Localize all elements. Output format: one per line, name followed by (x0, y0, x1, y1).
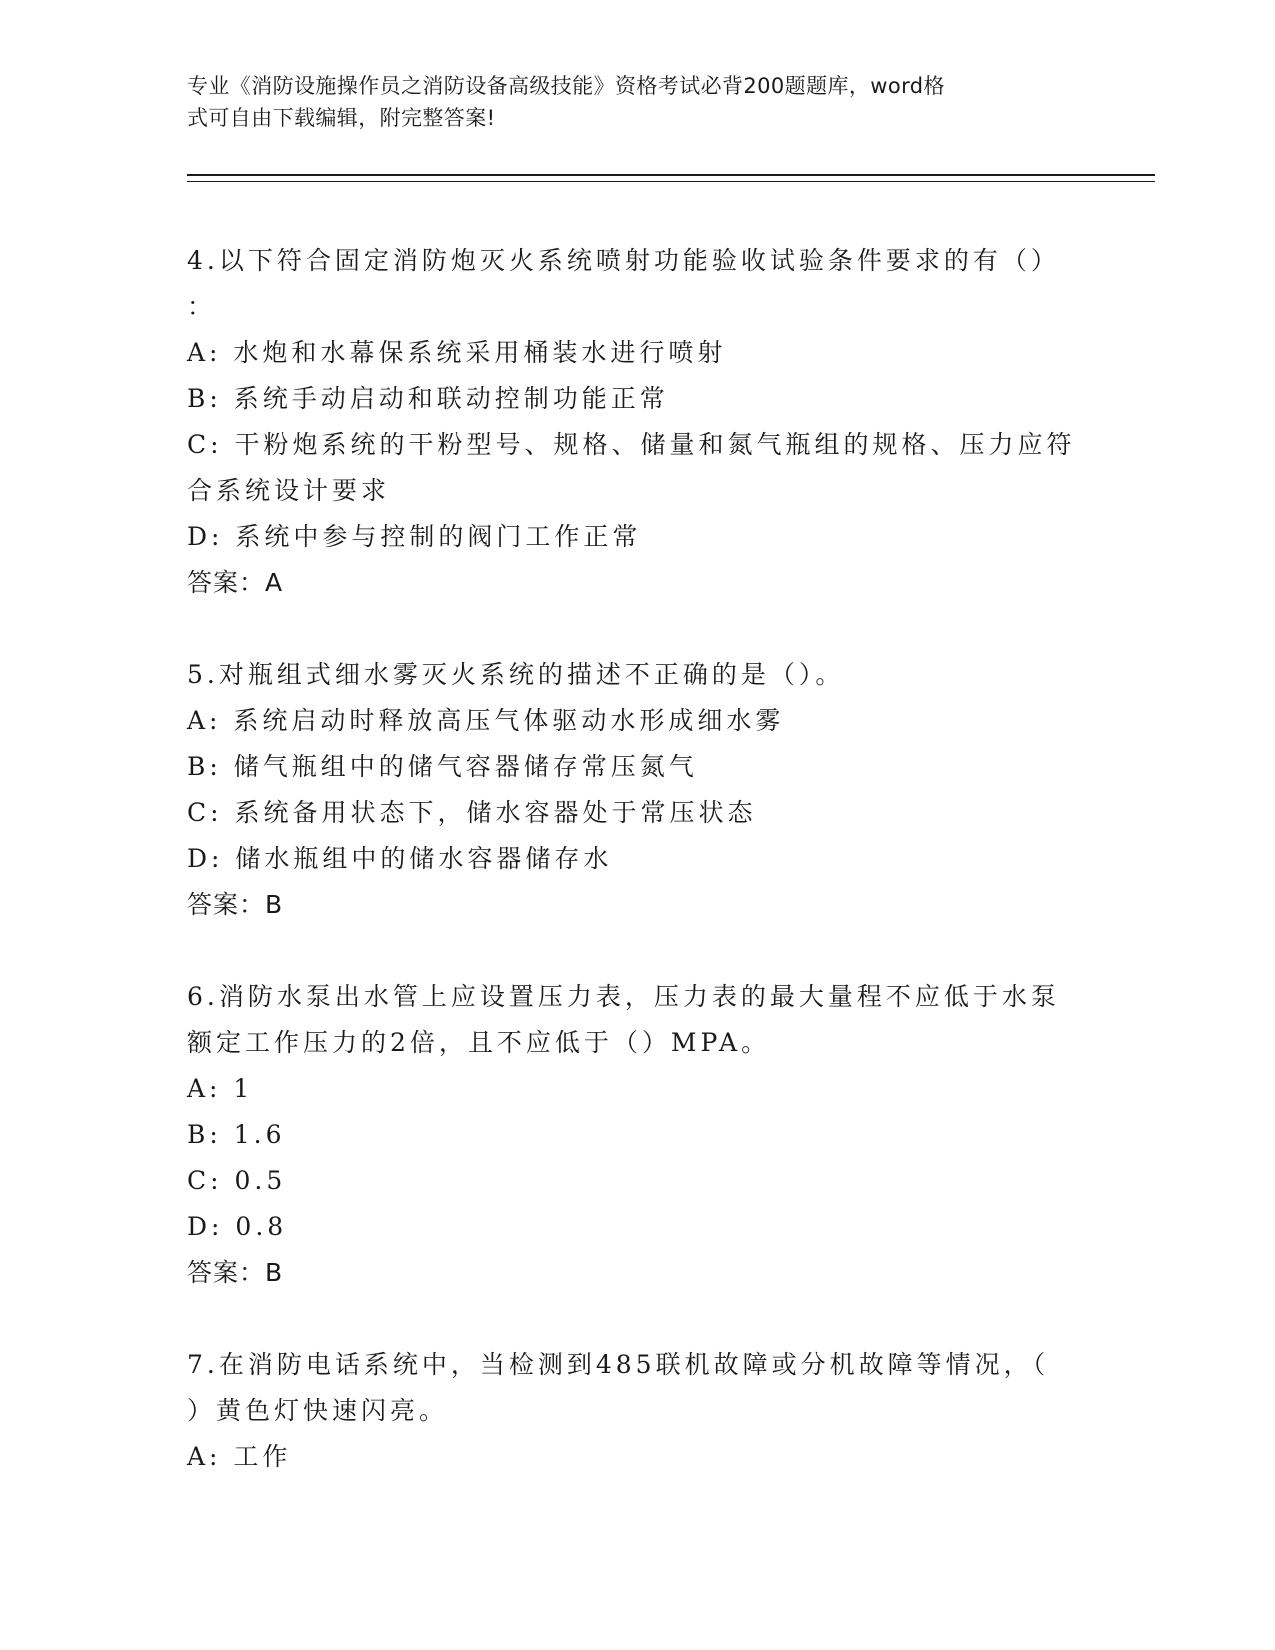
option-d: D: 系统中参与控制的阀门工作正常 (187, 522, 642, 551)
header-divider (187, 174, 1155, 182)
option-b: B: 1.6 (187, 1120, 286, 1149)
question-4 (187, 238, 1087, 606)
question-7 (187, 1342, 1087, 1480)
option-a: A: 系统启动时释放高压气体驱动水形成细水雾 (187, 706, 785, 735)
option-a: A: 水炮和水幕保系统采用桶装水进行喷射 (187, 338, 727, 367)
question-6 (187, 974, 1087, 1296)
question-stem-continued: ： (187, 292, 217, 321)
document-header (187, 70, 1077, 134)
document-page (187, 70, 1087, 1471)
option-b: B: 储气瓶组中的储气容器储存常压氮气 (187, 752, 698, 781)
option-c-continued: 合系统设计要求 (187, 476, 391, 505)
option-c: C: 系统备用状态下，储水容器处于常压状态 (187, 798, 757, 827)
option-c: C: 干粉炮系统的干粉型号、规格、储量和氮气瓶组的规格、压力应符 (187, 430, 1076, 459)
option-b: B: 系统手动启动和联动控制功能正常 (187, 384, 669, 413)
option-c: C: 0.5 (187, 1166, 287, 1195)
answer: 答案：B (187, 890, 284, 919)
question-stem: 7.在消防电话系统中，当检测到485联机故障或分机故障等情况，（ (187, 1350, 1050, 1379)
header-line-1: 专业《消防设施操作员之消防设备高级技能》资格考试必背200题题库，word格 (187, 74, 945, 98)
question-5 (187, 652, 1087, 928)
option-d: D: 0.8 (187, 1212, 288, 1241)
answer: 答案：A (187, 568, 284, 597)
question-stem-continued: 额定工作压力的2倍，且不应低于（）MPA。 (187, 1028, 771, 1057)
option-a: A: 1 (187, 1074, 254, 1103)
question-list (187, 238, 1087, 1526)
option-d: D: 储水瓶组中的储水容器储存水 (187, 844, 613, 873)
header-line-2: 式可自由下载编辑，附完整答案! (187, 106, 496, 130)
option-a: A: 工作 (187, 1442, 292, 1471)
question-stem-continued: ）黄色灯快速闪亮。 (187, 1396, 449, 1425)
question-stem: 5.对瓶组式细水雾灭火系统的描述不正确的是（）。 (187, 660, 845, 689)
question-stem: 6.消防水泵出水管上应设置压力表，压力表的最大量程不应低于水泵 (187, 982, 1060, 1011)
question-stem: 4.以下符合固定消防炮灭火系统喷射功能验收试验条件要求的有（） (187, 246, 1060, 275)
answer: 答案：B (187, 1258, 284, 1287)
